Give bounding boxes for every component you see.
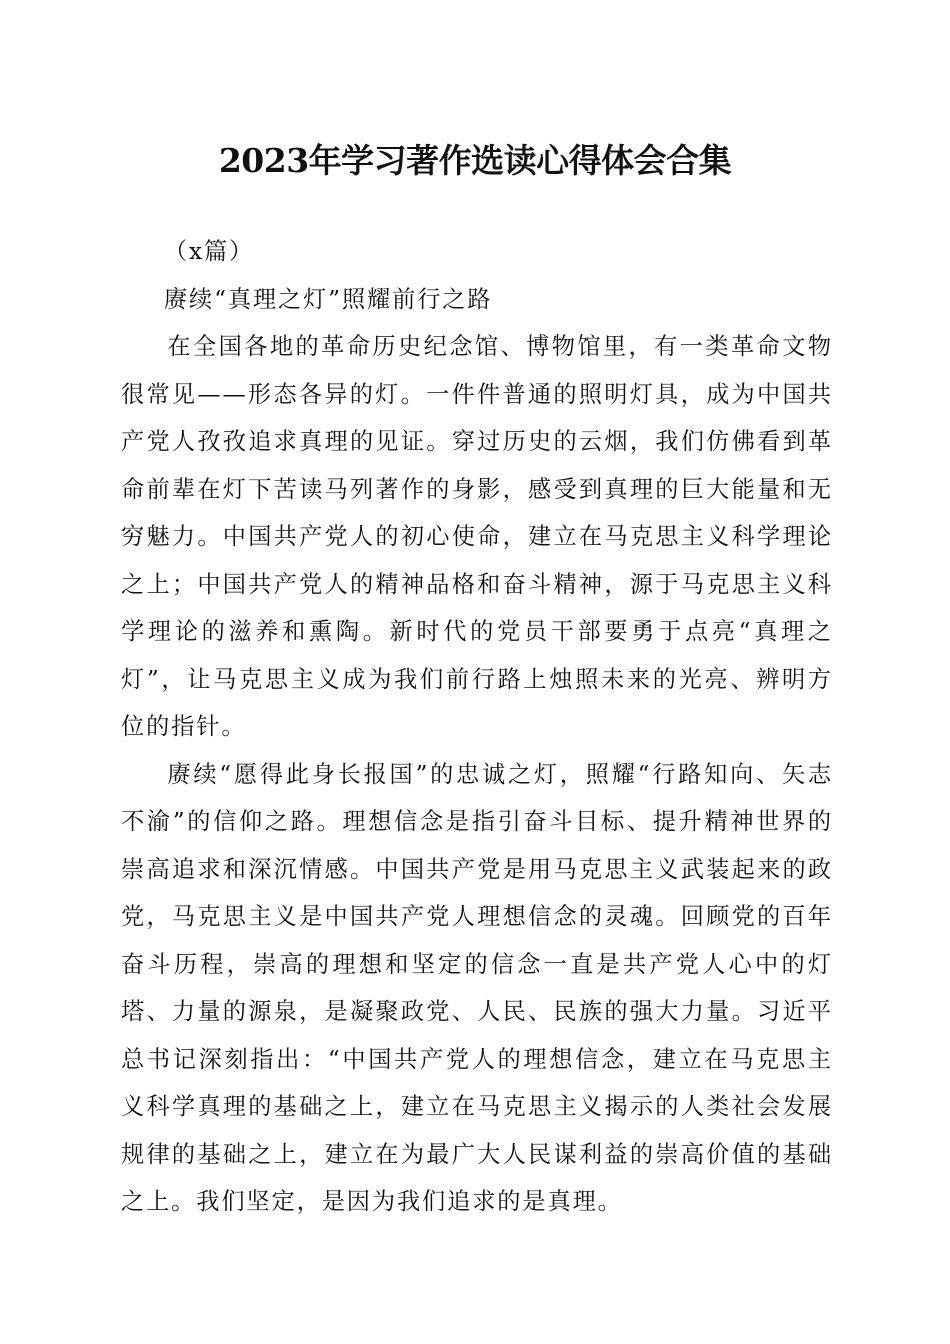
body-paragraph: 赓续“愿得此身长报国”的忠诚之灯，照耀“行路知向、矢志不渝”的信仰之路。理想信念是指引奋斗目标、提升精神世界的崇高追求和深沉情感。中国共产党是用马克思主义武装起来的政党，马克思主义是中国共产党人理想信念的灵魂。回顾党的百年奋斗历程，崇高的理想和坚定的信念一直是共产党人心中的灯塔、力量的源泉，是凝聚政党、人民、民族的强大力量。习近平总书记深刻指出：“中国共产党人的理想信念，建立在马克思主义科学真理的基础之上，建立在马克思主义揭示的人类社会发展规律的基础之上，建立在为最广大人民谋利益的崇高价值的基础之上。我们坚定，是因为我们追求的是真理。 — [121, 760, 833, 1215]
article-title: 赓续“真理之灯”照耀前行之路 — [163, 285, 493, 313]
document-body — [121, 228, 833, 1226]
body-paragraph: 在全国各地的革命历史纪念馆、博物馆里，有一类革命文物很常见——形态各异的灯。一件件普通的照明灯具，成为中国共产党人孜孜追求真理的见证。穿过历史的云烟，我们仿佛看到革命前辈在灯下苦读马列著作的身影，感受到真理的巨大能量和无穷魅力。中国共产党人的初心使命，建立在马克思主义科学理论之上；中国共产党人的精神品格和奋斗精神，源于马克思主义科学理论的滋养和熏陶。新时代的党员干部要勇于点亮“真理之灯”，让马克思主义成为我们前行路上烛照未来的光亮、辨明方位的指针。 — [121, 333, 833, 740]
document-title: 2023年学习著作选读心得体会合集 — [218, 141, 732, 180]
section-marker: （x篇） — [163, 238, 255, 265]
